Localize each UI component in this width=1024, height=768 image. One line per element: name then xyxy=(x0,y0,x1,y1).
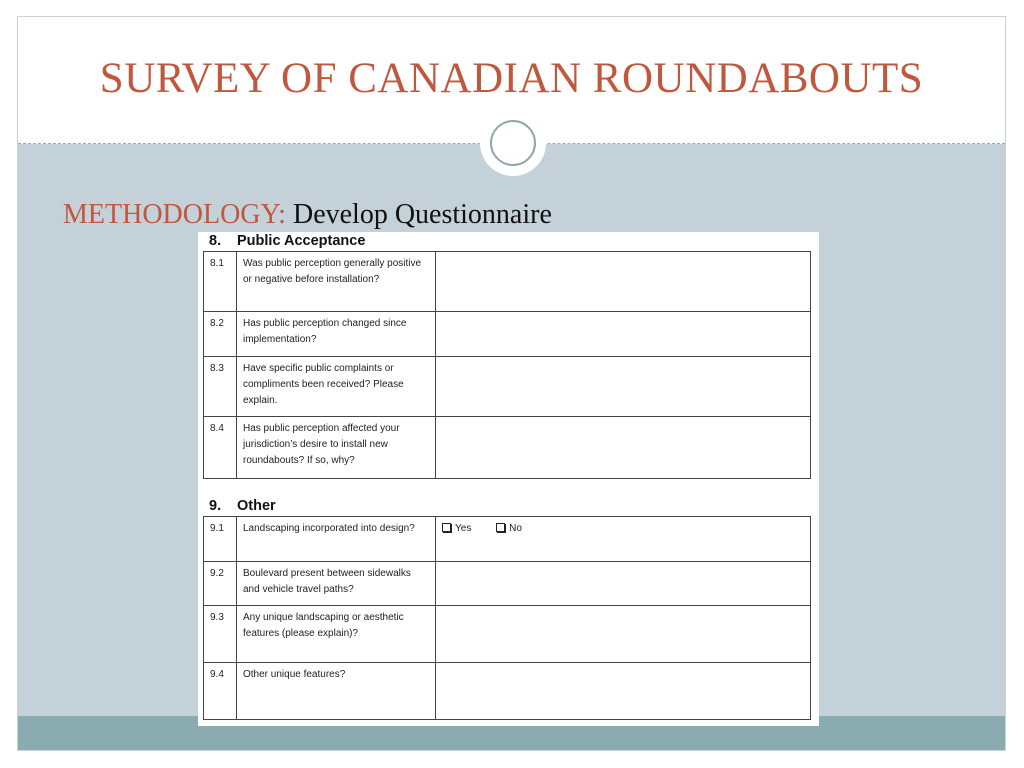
answer-cell[interactable] xyxy=(436,252,811,312)
answer-cell[interactable] xyxy=(436,312,811,357)
table-row xyxy=(204,417,811,479)
question-text: Has public perception changed since implementation? xyxy=(237,312,436,357)
answer-cell[interactable] xyxy=(436,562,811,606)
question-number: 8.4 xyxy=(204,417,237,479)
question-number: 8.3 xyxy=(204,357,237,417)
question-number: 8.1 xyxy=(204,252,237,312)
question-number: 9.3 xyxy=(204,606,237,663)
section-title: Other xyxy=(237,498,276,514)
question-number: 9.1 xyxy=(204,517,237,562)
checkbox-icon[interactable] xyxy=(442,523,451,532)
no-option[interactable] xyxy=(496,523,522,534)
question-number: 8.2 xyxy=(204,312,237,357)
yes-option[interactable] xyxy=(442,523,471,534)
question-text: Boulevard present between sidewalks and vehicle travel paths? xyxy=(237,562,436,606)
question-text: Was public perception generally positive or negative before installation? xyxy=(237,252,436,312)
subtitle-text: Develop Questionnaire xyxy=(285,199,552,230)
table-row xyxy=(204,312,811,357)
slide-frame xyxy=(17,16,1006,751)
table-row xyxy=(204,517,811,562)
question-text: Has public perception affected your jurisdiction’s desire to install new roundabouts? If so, why? xyxy=(237,417,436,479)
answer-cell[interactable] xyxy=(436,663,811,720)
slide-title: SURVEY OF CANADIAN ROUNDABOUTS xyxy=(99,55,924,102)
table-row xyxy=(204,562,811,606)
yes-label: Yes xyxy=(455,523,472,534)
section-heading xyxy=(209,233,365,249)
slide-subtitle xyxy=(63,199,552,231)
no-label: No xyxy=(509,523,522,534)
questionnaire-image xyxy=(198,232,819,726)
section-number: 8. xyxy=(209,233,222,249)
answer-cell[interactable] xyxy=(436,606,811,663)
question-text: Any unique landscaping or aesthetic features (please explain)? xyxy=(237,606,436,663)
table-row xyxy=(204,663,811,720)
checkbox-icon[interactable] xyxy=(496,523,505,532)
table-row xyxy=(204,606,811,663)
section-title: Public Acceptance xyxy=(237,233,366,249)
answer-cell[interactable] xyxy=(436,357,811,417)
question-text: Other unique features? xyxy=(237,663,436,720)
table-row xyxy=(204,252,811,312)
question-number: 9.4 xyxy=(204,663,237,720)
question-table xyxy=(203,516,811,720)
table-row xyxy=(204,357,811,417)
answer-cell[interactable] xyxy=(436,417,811,479)
answer-cell xyxy=(436,517,811,562)
question-text: Landscaping incorporated into design? xyxy=(237,517,436,562)
question-text: Have specific public complaints or compliments been received? Please explain. xyxy=(237,357,436,417)
circle-ornament-ring xyxy=(490,120,536,166)
subtitle-label: METHODOLOGY: xyxy=(63,199,286,230)
question-number: 9.2 xyxy=(204,562,237,606)
question-table xyxy=(203,251,811,479)
section-number: 9. xyxy=(209,498,222,514)
section-heading xyxy=(209,498,276,514)
